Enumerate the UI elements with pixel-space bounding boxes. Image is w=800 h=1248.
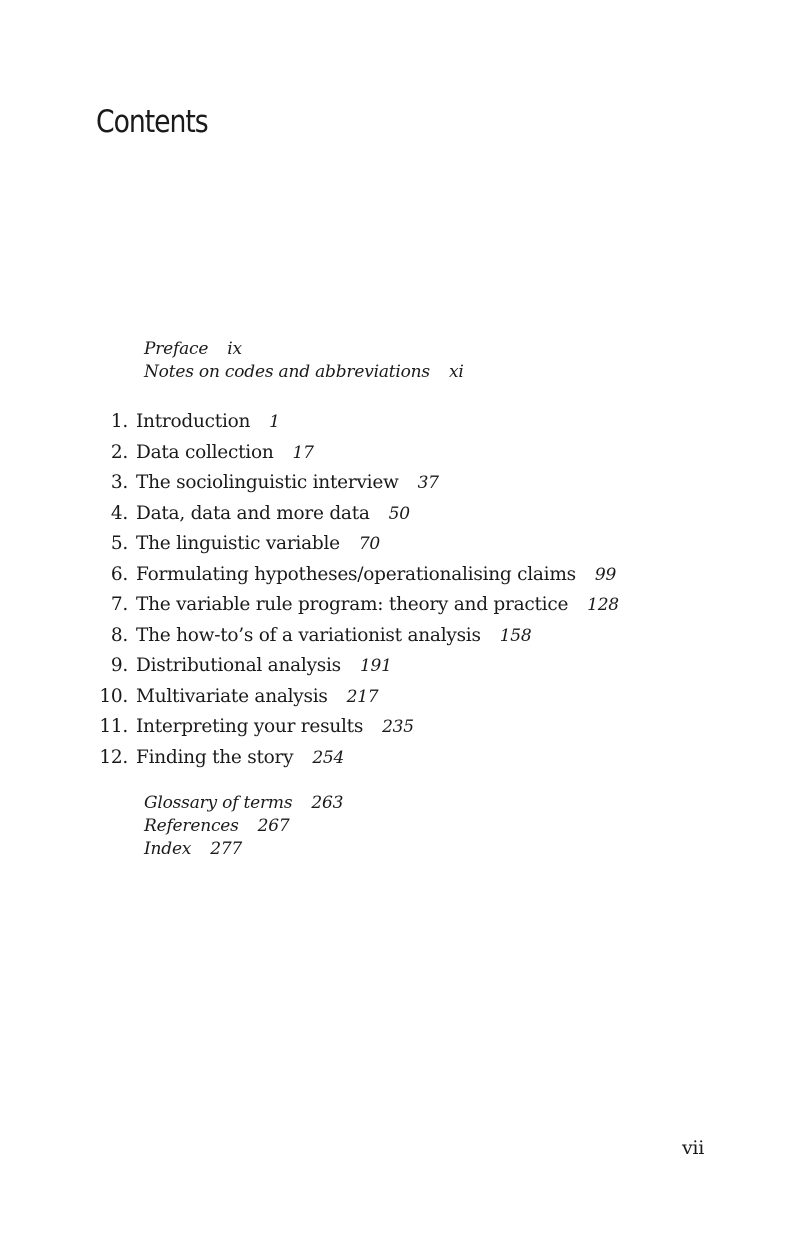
chapter-entry-8 [96, 621, 619, 652]
front-matter-list [144, 338, 464, 384]
front-matter-entry-preface [144, 338, 464, 361]
chapter-number: 11. [99, 716, 128, 737]
chapter-page: 70 [358, 534, 380, 554]
chapter-entry-3 [96, 468, 619, 499]
chapter-title: Data collection [136, 441, 274, 463]
back-matter-entry-glossary [144, 792, 343, 815]
entry-page: 267 [257, 816, 290, 836]
chapter-page: 217 [346, 686, 379, 707]
chapter-entry-2 [96, 438, 619, 469]
chapter-number: 4. [110, 502, 128, 524]
chapter-title: The linguistic variable [136, 533, 340, 554]
chapter-number: 6. [110, 563, 128, 585]
entry-label: Preface [144, 339, 209, 359]
chapter-entry-6 [96, 560, 619, 591]
chapter-number: 5. [110, 533, 128, 554]
chapter-entry-11 [96, 712, 619, 743]
chapter-number: 7. [110, 594, 128, 615]
chapter-page: 50 [388, 503, 410, 524]
entry-page: xi [448, 362, 464, 382]
back-matter-entry-index [144, 838, 343, 861]
front-matter-entry-notes [144, 361, 464, 384]
back-matter-list [144, 792, 343, 861]
chapter-title: The sociolinguistic interview [136, 472, 399, 493]
page-number: vii [682, 1137, 704, 1159]
chapter-number: 9. [110, 655, 128, 676]
back-matter-entry-references [144, 815, 343, 838]
chapter-entry-12 [96, 743, 619, 774]
chapter-page: 254 [312, 747, 345, 768]
entry-page: 263 [311, 793, 344, 813]
chapter-page: 158 [499, 625, 532, 646]
entry-label: Glossary of terms [144, 793, 293, 813]
chapter-number: 1. [110, 411, 128, 432]
entry-page: ix [227, 339, 242, 359]
chapter-entry-1 [96, 407, 619, 438]
chapter-title: Introduction [136, 411, 251, 432]
entry-page: 277 [210, 839, 243, 859]
chapter-page: 191 [359, 656, 392, 676]
chapter-title: Distributional analysis [136, 655, 341, 676]
chapter-number: 12. [99, 746, 128, 768]
chapter-title: Finding the story [136, 746, 294, 768]
chapter-page: 37 [417, 473, 439, 493]
entry-label: Notes on codes and abbreviations [144, 362, 430, 382]
chapter-number: 3. [110, 472, 128, 493]
chapter-page: 99 [594, 564, 617, 585]
chapter-list [96, 407, 619, 773]
chapter-title: The variable rule program: theory and practice [136, 594, 569, 615]
chapter-number: 8. [110, 624, 128, 646]
chapter-page: 128 [587, 595, 619, 615]
chapter-page: 17 [292, 442, 314, 463]
chapter-entry-5 [96, 529, 619, 560]
chapter-title: Multivariate analysis [136, 685, 328, 707]
chapter-title: Formulating hypotheses/operationalising claims [136, 563, 576, 585]
page-title: Contents [96, 104, 208, 140]
chapter-entry-7 [96, 590, 619, 621]
chapter-title: The how-to’s of a variationist analysis [136, 624, 481, 646]
chapter-entry-10 [96, 682, 619, 713]
chapter-page: 235 [382, 717, 414, 737]
chapter-entry-4 [96, 499, 619, 530]
chapter-page: 1 [269, 412, 280, 432]
chapter-number: 10. [99, 685, 128, 707]
chapter-number: 2. [110, 441, 128, 463]
entry-label: References [144, 816, 239, 836]
chapter-title: Data, data and more data [136, 502, 370, 524]
chapter-entry-9 [96, 651, 619, 682]
chapter-title: Interpreting your results [136, 716, 364, 737]
entry-label: Index [144, 839, 192, 859]
